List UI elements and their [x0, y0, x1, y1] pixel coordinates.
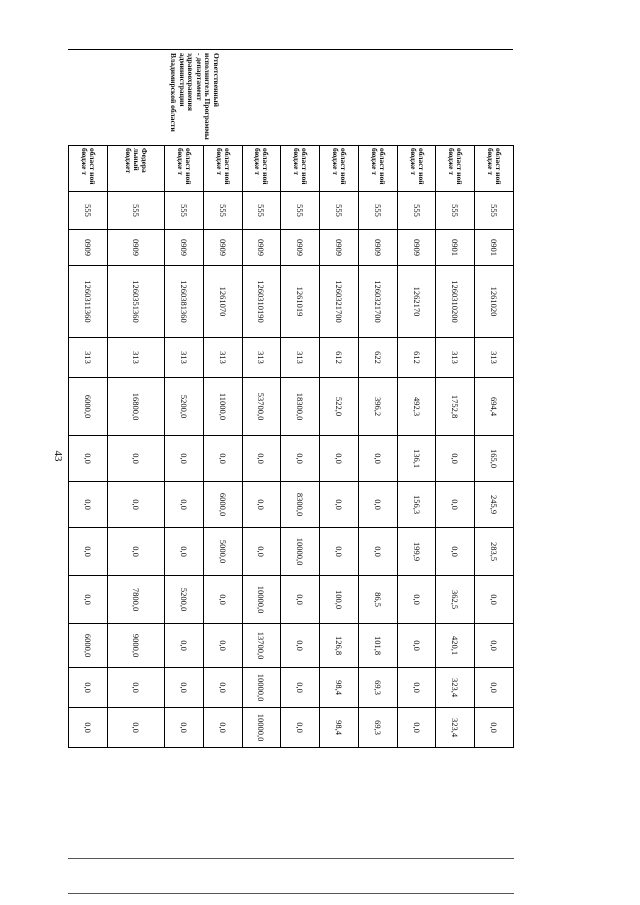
- value-cell: 165,0: [475, 436, 514, 482]
- table-row: [320, 50, 359, 748]
- value-cell: 0,0: [203, 576, 242, 624]
- expense-type-cell: 313: [164, 338, 203, 378]
- value-cell: 0,0: [281, 624, 320, 668]
- value-cell: 69,3: [358, 708, 397, 748]
- expense-type-cell: 313: [281, 338, 320, 378]
- expense-type-cell: 313: [107, 338, 164, 378]
- value-cell: 323,4: [436, 708, 475, 748]
- budget-table: [68, 49, 514, 748]
- blank-cell: [320, 50, 514, 146]
- responsible-executor-cell: Ответственный исполнитель Программы - департамент здравоохранения администрации Владимирской области: [69, 50, 320, 146]
- value-cell: 0,0: [203, 668, 242, 708]
- rotated-table-area: [68, 49, 514, 747]
- target-article-cell: 1260321700: [320, 266, 359, 338]
- value-cell: 0,0: [69, 708, 108, 748]
- value-cell: 0,0: [164, 708, 203, 748]
- value-cell: 323,4: [436, 668, 475, 708]
- value-cell: 0,0: [242, 436, 281, 482]
- value-cell: 6000,0: [203, 482, 242, 528]
- value-cell: 100,0: [320, 576, 359, 624]
- target-article-cell: 1260381360: [164, 266, 203, 338]
- grbs-cell: 555: [320, 192, 359, 230]
- section-cell: 0909: [397, 230, 436, 266]
- table-row: [281, 50, 320, 748]
- target-article-cell: 1261019: [281, 266, 320, 338]
- value-cell: 11000,0: [203, 378, 242, 436]
- value-cell: 0,0: [164, 436, 203, 482]
- value-cell: 86,5: [358, 576, 397, 624]
- value-cell: 396,2: [358, 378, 397, 436]
- value-cell: 0,0: [475, 624, 514, 668]
- expense-type-cell: 313: [242, 338, 281, 378]
- value-cell: 0,0: [107, 482, 164, 528]
- section-cell: 0909: [107, 230, 164, 266]
- expense-type-cell: 313: [203, 338, 242, 378]
- target-article-cell: 1260351360: [107, 266, 164, 338]
- expense-type-cell: 313: [436, 338, 475, 378]
- value-cell: 0,0: [320, 436, 359, 482]
- value-cell: 0,0: [436, 528, 475, 576]
- value-cell: 0,0: [475, 708, 514, 748]
- target-article-cell: 1261070: [203, 266, 242, 338]
- value-cell: 0,0: [397, 624, 436, 668]
- value-cell: 0,0: [436, 436, 475, 482]
- value-cell: 0,0: [358, 482, 397, 528]
- value-cell: 53700,0: [242, 378, 281, 436]
- value-cell: 126,8: [320, 624, 359, 668]
- value-cell: 0,0: [475, 668, 514, 708]
- value-cell: 10000,0: [281, 528, 320, 576]
- expense-type-cell: 612: [320, 338, 359, 378]
- grbs-cell: 555: [164, 192, 203, 230]
- value-cell: 10000,0: [242, 576, 281, 624]
- table-row: [107, 50, 164, 748]
- value-cell: 362,5: [436, 576, 475, 624]
- value-cell: 0,0: [69, 482, 108, 528]
- funding-source-cell: област ной бюдже т: [397, 146, 436, 192]
- table-row: [436, 50, 475, 748]
- value-cell: 0,0: [281, 436, 320, 482]
- value-cell: 0,0: [203, 624, 242, 668]
- value-cell: 10000,0: [242, 708, 281, 748]
- value-cell: 5000,0: [203, 528, 242, 576]
- value-cell: 8300,0: [281, 482, 320, 528]
- target-article-cell: 1260310190: [242, 266, 281, 338]
- value-cell: 5200,0: [164, 576, 203, 624]
- value-cell: 492,3: [397, 378, 436, 436]
- value-cell: 16800,0: [107, 378, 164, 436]
- funding-source-cell: Федера льный бюджет: [107, 146, 164, 192]
- section-cell: 0909: [320, 230, 359, 266]
- funding-source-cell: област ной бюдже т: [320, 146, 359, 192]
- section-cell: 0909: [358, 230, 397, 266]
- funding-source-cell: област ной бюдже т: [164, 146, 203, 192]
- value-cell: 156,3: [397, 482, 436, 528]
- section-cell: 0909: [69, 230, 108, 266]
- expense-type-cell: 612: [397, 338, 436, 378]
- page-number: 43: [52, 450, 64, 462]
- value-cell: 0,0: [69, 668, 108, 708]
- value-cell: 6000,0: [69, 378, 108, 436]
- grbs-cell: 555: [436, 192, 475, 230]
- value-cell: 0,0: [436, 482, 475, 528]
- value-cell: 0,0: [320, 482, 359, 528]
- value-cell: 245,9: [475, 482, 514, 528]
- grbs-cell: 555: [107, 192, 164, 230]
- value-cell: 0,0: [107, 708, 164, 748]
- section-cell: 0901: [436, 230, 475, 266]
- grbs-cell: 555: [475, 192, 514, 230]
- value-cell: 0,0: [281, 668, 320, 708]
- value-cell: 283,5: [475, 528, 514, 576]
- grbs-cell: 555: [397, 192, 436, 230]
- funding-source-cell: област ной бюдже т: [358, 146, 397, 192]
- value-cell: 0,0: [242, 528, 281, 576]
- value-cell: 522,0: [320, 378, 359, 436]
- target-article-cell: 1260311360: [69, 266, 108, 338]
- value-cell: 0,0: [203, 436, 242, 482]
- funding-source-cell: област ной бюдже т: [281, 146, 320, 192]
- target-article-cell: 1261020: [475, 266, 514, 338]
- table-row: [203, 50, 242, 748]
- grbs-cell: 555: [281, 192, 320, 230]
- value-cell: 0,0: [164, 482, 203, 528]
- value-cell: 98,4: [320, 708, 359, 748]
- bottom-rule-1: [68, 858, 514, 859]
- value-cell: 69,3: [358, 668, 397, 708]
- table-row: [358, 50, 397, 748]
- value-cell: 0,0: [358, 528, 397, 576]
- section-cell: 0909: [203, 230, 242, 266]
- section-cell: 0909: [242, 230, 281, 266]
- value-cell: 0,0: [69, 528, 108, 576]
- value-cell: 199,9: [397, 528, 436, 576]
- funding-source-cell: област ной бюдже т: [475, 146, 514, 192]
- value-cell: 0,0: [320, 528, 359, 576]
- value-cell: 0,0: [397, 576, 436, 624]
- target-article-cell: 1260310200: [436, 266, 475, 338]
- expense-type-cell: 313: [69, 338, 108, 378]
- bottom-rule-2: [68, 893, 514, 894]
- value-cell: 0,0: [164, 624, 203, 668]
- funding-source-cell: област ной бюдже т: [242, 146, 281, 192]
- value-cell: 0,0: [358, 436, 397, 482]
- value-cell: 13700,0: [242, 624, 281, 668]
- value-cell: 0,0: [69, 576, 108, 624]
- section-cell: 0901: [475, 230, 514, 266]
- target-article-cell: 1260321700: [358, 266, 397, 338]
- grbs-cell: 555: [69, 192, 108, 230]
- funding-source-cell: област ной бюдже т: [69, 146, 108, 192]
- value-cell: 1752,8: [436, 378, 475, 436]
- value-cell: 0,0: [281, 708, 320, 748]
- value-cell: 10000,0: [242, 668, 281, 708]
- value-cell: 0,0: [164, 668, 203, 708]
- value-cell: 7800,0: [107, 576, 164, 624]
- table-row: [69, 50, 108, 748]
- section-cell: 0909: [281, 230, 320, 266]
- value-cell: 0,0: [107, 436, 164, 482]
- funding-source-cell: област ной бюдже т: [436, 146, 475, 192]
- expense-type-cell: 313: [475, 338, 514, 378]
- value-cell: 136,1: [397, 436, 436, 482]
- value-cell: 18300,0: [281, 378, 320, 436]
- value-cell: 9000,0: [107, 624, 164, 668]
- table-row: [475, 50, 514, 748]
- value-cell: 101,8: [358, 624, 397, 668]
- value-cell: 420,1: [436, 624, 475, 668]
- value-cell: 6000,0: [69, 624, 108, 668]
- target-article-cell: 1262170: [397, 266, 436, 338]
- table-row: [397, 50, 436, 748]
- grbs-cell: 555: [203, 192, 242, 230]
- grbs-cell: 555: [242, 192, 281, 230]
- value-cell: 694,4: [475, 378, 514, 436]
- value-cell: 0,0: [397, 668, 436, 708]
- expense-type-cell: 622: [358, 338, 397, 378]
- grbs-cell: 555: [358, 192, 397, 230]
- budget-table-sheet: [68, 49, 514, 747]
- funding-source-cell: област ной бюдже т: [203, 146, 242, 192]
- value-cell: 0,0: [242, 482, 281, 528]
- table-row: [164, 50, 203, 748]
- value-cell: 0,0: [475, 576, 514, 624]
- value-cell: 0,0: [164, 528, 203, 576]
- value-cell: 0,0: [203, 708, 242, 748]
- section-cell: 0909: [164, 230, 203, 266]
- value-cell: 0,0: [397, 708, 436, 748]
- value-cell: 0,0: [69, 436, 108, 482]
- value-cell: 0,0: [107, 528, 164, 576]
- value-cell: 5200,0: [164, 378, 203, 436]
- table-row: [242, 50, 281, 748]
- value-cell: 0,0: [107, 668, 164, 708]
- value-cell: 0,0: [281, 576, 320, 624]
- value-cell: 98,4: [320, 668, 359, 708]
